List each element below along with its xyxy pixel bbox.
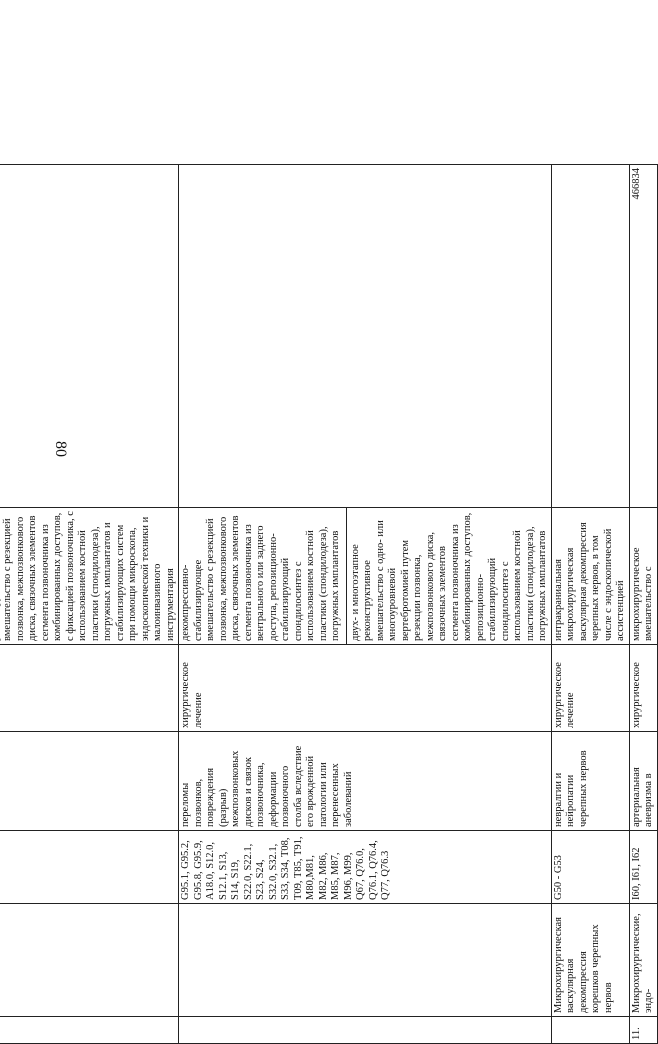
cell-treatment: хирургическое лечение bbox=[551, 645, 629, 732]
cell-name: Микрохирургические, эндо- bbox=[629, 904, 657, 1017]
cell-codes: G95.1, G95.2, G95.8, G95.9, A18.0, S12.0, S12.1, S13, S14, S19, S22.0, S22.1, S23, S24, S32.0, S32.1, S33, S34, T08, T09, T85, T91, M80,M81, M82, M86, M85, M87, M96, M99, Q67, Q76.0, Q76.1, Q76.4, Q77, Q76.3 bbox=[179, 831, 552, 904]
method-text-2: двух- и многоэтапное реконструктивное вмешательство с одно- или многоуровневой вертебротомией путем резекции позвонка, межпозвонкового диска, связочных элементов сегмента позвоночника из комбинированных доступов, репозиционно-стабилизирующий спондилосинтез с использованием костной пластики (спондилодеза), погружных имплантатов bbox=[349, 512, 548, 641]
cell-model: артериальная аневризма в bbox=[629, 732, 657, 831]
cell-num bbox=[179, 1017, 552, 1044]
cell-method: интракраниальная микрохирургическая васкулярная декомпрессия черепных нервов, в том числе с эндоскопической ассистенцией bbox=[551, 508, 629, 645]
cell-model bbox=[0, 732, 179, 831]
cell-name bbox=[0, 904, 179, 1017]
cell-treatment bbox=[0, 645, 179, 732]
cell-codes: G50 - G53 bbox=[551, 831, 629, 904]
rotated-page bbox=[0, 168, 654, 1044]
cell-method: вмешательство с резекцией позвонка, межпозвонкового диска, связочных элементов сегмента позвоночника из комбинированных доступов, с фиксацией позвоночника, с использованием костной пластики (спондилодеза), погружных имплантатов и стабилизирующих систем при помощи микроскопа, эндоскопической техники и малоинвазивного инструментария bbox=[0, 508, 179, 645]
cell-empty bbox=[0, 165, 179, 508]
services-table bbox=[0, 164, 658, 1044]
cell-num: 11. bbox=[629, 1017, 657, 1044]
table-row bbox=[0, 165, 179, 1044]
cell-empty bbox=[179, 165, 552, 508]
cell-empty bbox=[551, 165, 629, 508]
cell-model: невралгии и нейропатии черепных нервов bbox=[551, 732, 629, 831]
table-row bbox=[629, 165, 657, 1044]
method-text: декомпрессивно-стабилизирующее вмешательство с резекцией позвонка, межпозвонкового диска, связочных элементов сегмента позвоночника из вентрального или заднего доступа, репозиционно-стабилизирующий спондилосинтез с использованием костной пластики (спондилодеза), погружных имплантатов bbox=[180, 515, 341, 641]
cell-name bbox=[179, 904, 552, 1017]
cell-method-group bbox=[179, 508, 552, 645]
cell-num bbox=[0, 1017, 179, 1044]
cell-model: переломы позвонков, повреждения (разрыв) межпозвонковых дисков и связок позвоночника, деформации позвоночного столба вследствие его врожденной патологии или перенесенных заболеваний bbox=[179, 732, 552, 831]
cell-codes: I60, I61, I62 bbox=[629, 831, 657, 904]
table-row bbox=[179, 165, 552, 1044]
cell-treatment: хирургическое bbox=[629, 645, 657, 732]
cell-codes bbox=[0, 831, 179, 904]
cell-price: 466834 bbox=[629, 165, 657, 508]
page-number: 80 bbox=[52, 441, 69, 457]
table-row bbox=[551, 165, 629, 1044]
cell-method: микрохирургическое вмешательство с bbox=[629, 508, 657, 645]
cell-name: Микрохирургическая васкулярная декомпрессия корешков черепных нервов bbox=[551, 904, 629, 1017]
cell-treatment: хирургическое лечение bbox=[179, 645, 552, 732]
cell-num bbox=[551, 1017, 629, 1044]
